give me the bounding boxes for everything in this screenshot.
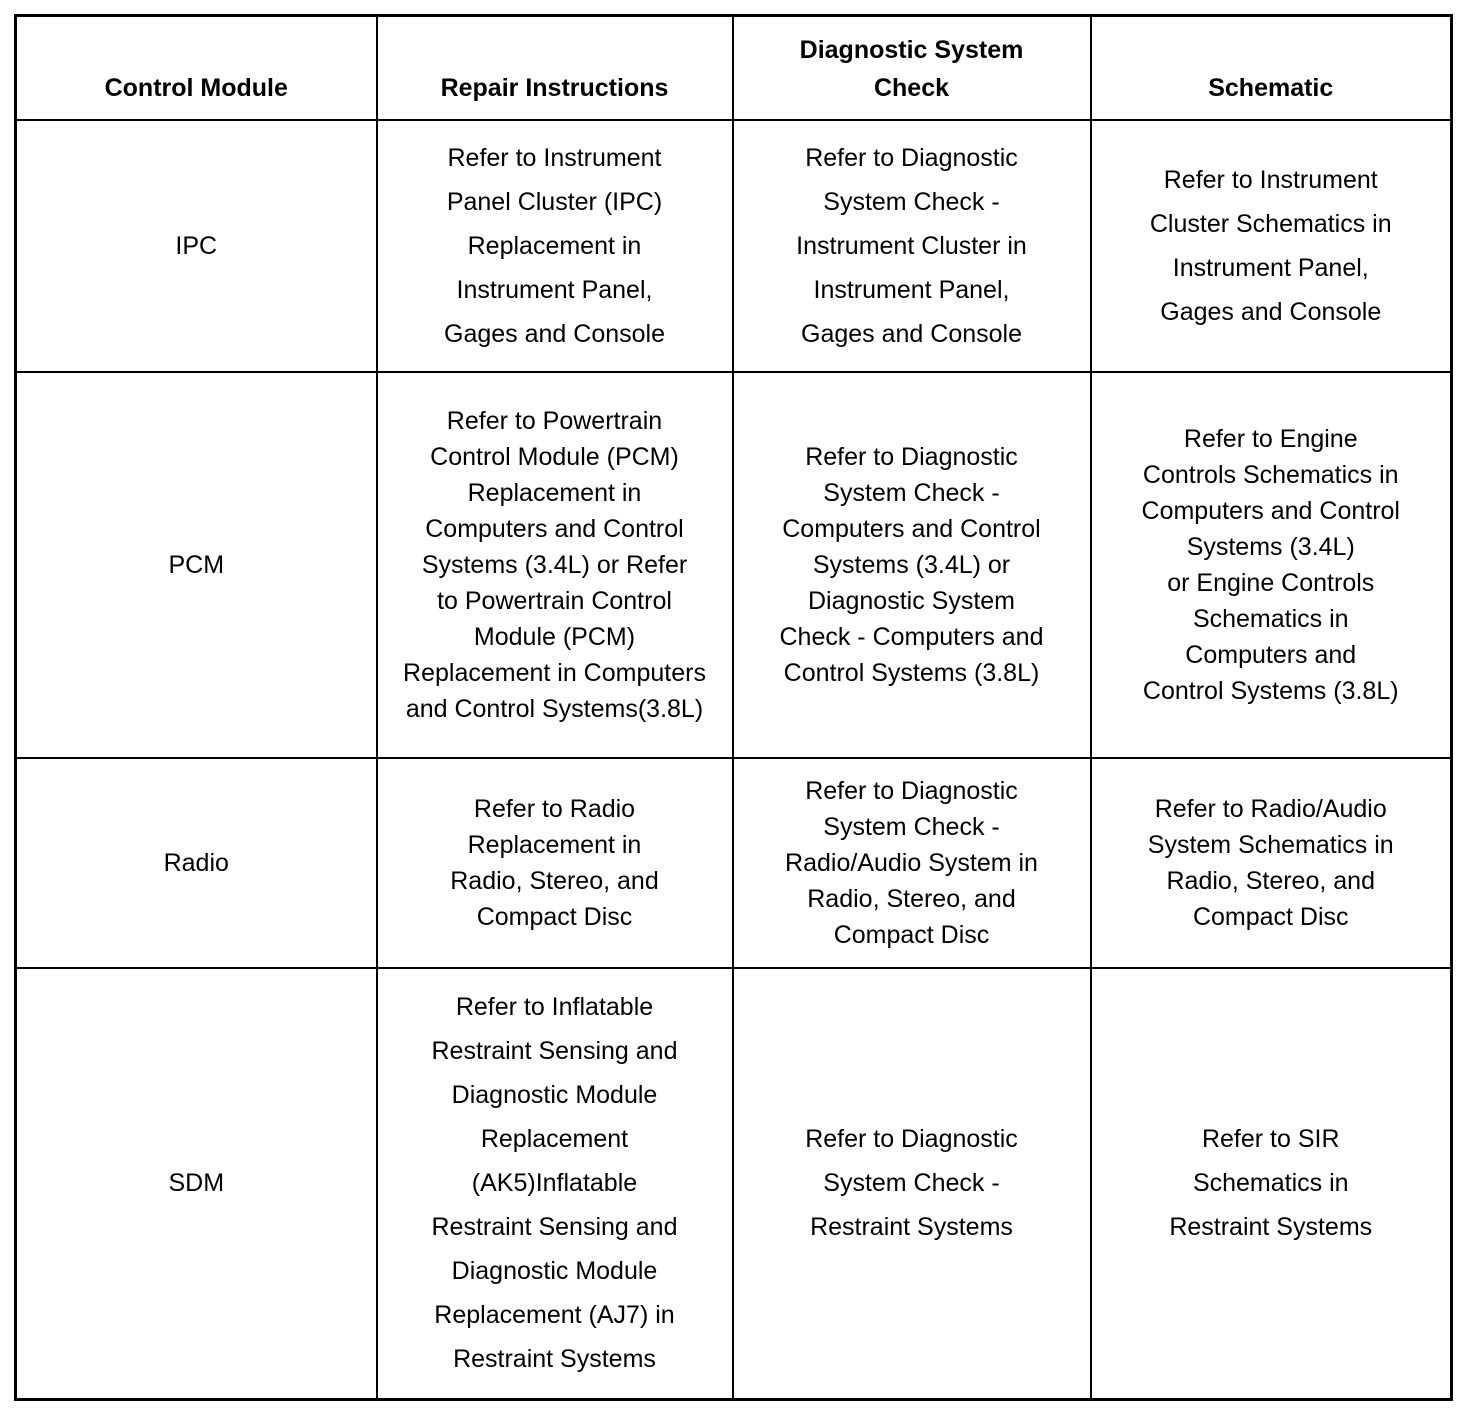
diagnostic-check-cell: Refer to Diagnostic System Check - Instrument Cluster in Instrument Panel, Gages and Console [733,120,1091,372]
control-module-reference-table [14,14,1453,1401]
module-cell: PCM [16,372,377,758]
header-repair-instructions: Repair Instructions [377,16,733,120]
table-row-radio [16,758,1452,968]
schematic-cell: Refer to SIR Schematics in Restraint Systems [1091,968,1452,1400]
schematic-cell: Refer to Radio/Audio System Schematics in Radio, Stereo, and Compact Disc [1091,758,1452,968]
schematic-cell: Refer to Engine Controls Schematics in Computers and Control Systems (3.4L) or Engine Controls Schematics in Computers and Control Systems (3.8L) [1091,372,1452,758]
module-cell: IPC [16,120,377,372]
repair-instructions-cell: Refer to Powertrain Control Module (PCM) Replacement in Computers and Control Systems (3.4L) or Refer to Powertrain Control Module (PCM) Replacement in Computers and Control Systems(3.8L) [377,372,733,758]
table-row-pcm [16,372,1452,758]
diagnostic-check-cell: Refer to Diagnostic System Check - Restraint Systems [733,968,1091,1400]
header-control-module: Control Module [16,16,377,120]
diagnostic-check-cell: Refer to Diagnostic System Check - Radio/Audio System in Radio, Stereo, and Compact Disc [733,758,1091,968]
table-row-sdm [16,968,1452,1400]
header-diagnostic-system-check: Diagnostic System Check [733,16,1091,120]
diagnostic-check-cell: Refer to Diagnostic System Check - Computers and Control Systems (3.4L) or Diagnostic System Check - Computers and Control Systems (3.8L) [733,372,1091,758]
repair-instructions-cell: Refer to Inflatable Restraint Sensing and Diagnostic Module Replacement (AK5)Inflatable Restraint Sensing and Diagnostic Module Replacement (AJ7) in Restraint Systems [377,968,733,1400]
repair-instructions-cell: Refer to Instrument Panel Cluster (IPC) Replacement in Instrument Panel, Gages and Console [377,120,733,372]
header-schematic: Schematic [1091,16,1452,120]
table-row-ipc [16,120,1452,372]
repair-instructions-cell: Refer to Radio Replacement in Radio, Stereo, and Compact Disc [377,758,733,968]
module-cell: Radio [16,758,377,968]
module-cell: SDM [16,968,377,1400]
schematic-cell: Refer to Instrument Cluster Schematics in Instrument Panel, Gages and Console [1091,120,1452,372]
table-header-row [16,16,1452,120]
